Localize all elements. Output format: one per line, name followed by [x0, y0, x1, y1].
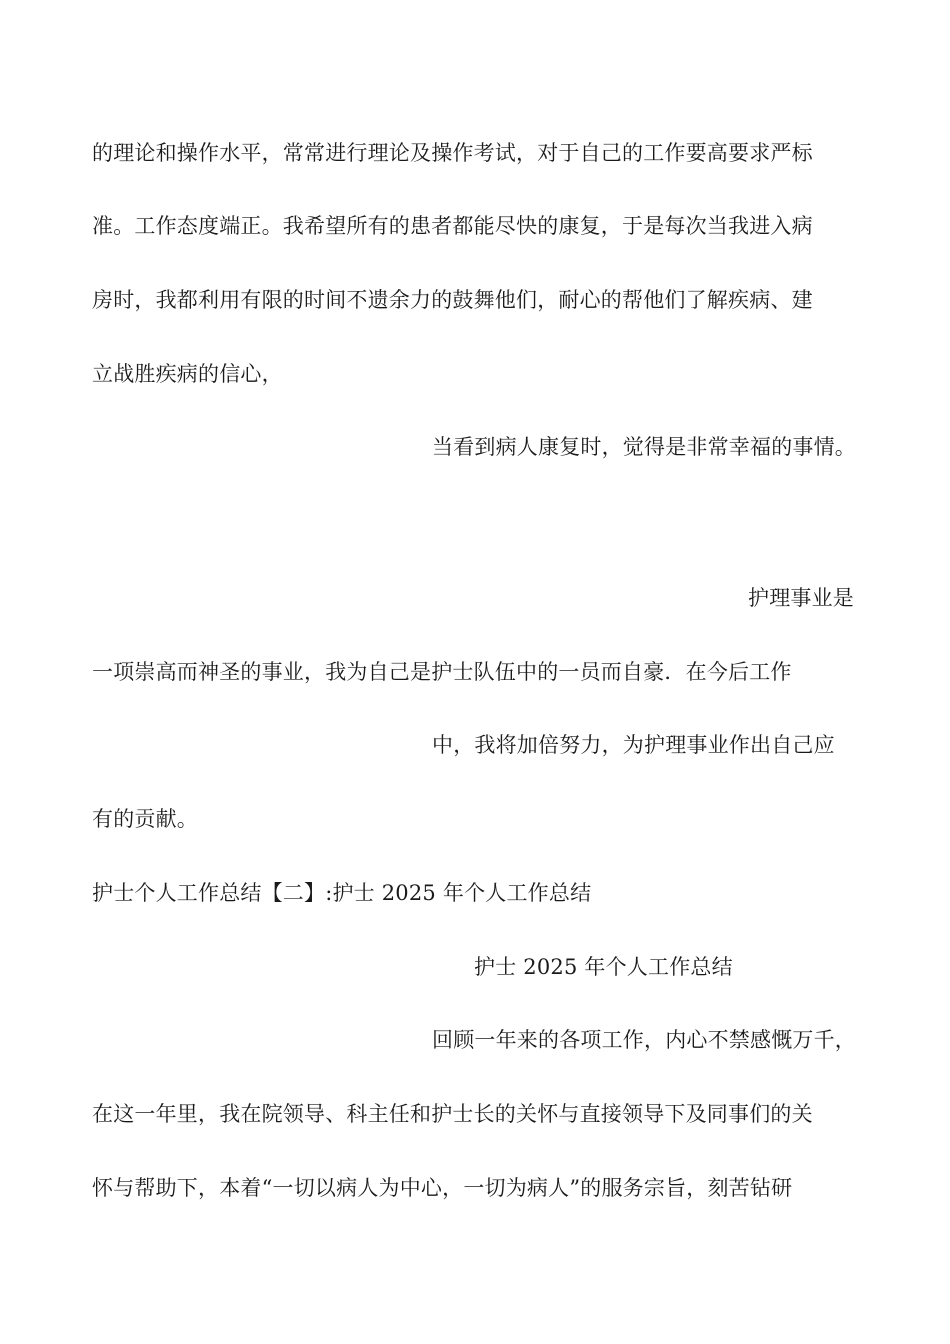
paragraph-line: 在这一年里，我在院领导、科主任和护士长的关怀与直接领导下及同事们的关: [92, 1102, 813, 1126]
paragraph-line: 房时，我都利用有限的时间不遗余力的鼓舞他们，耐心的帮他们了解疾病、建: [92, 288, 813, 312]
paragraph-line: 有的贡献。: [92, 807, 198, 831]
paragraph-line: 怀与帮助下，本着“一切以病人为中心，一切为病人”的服务宗旨，刻苦钻研: [92, 1176, 793, 1200]
paragraph-line: 当看到病人康复时，觉得是非常幸福的事情。: [432, 435, 856, 459]
paragraph-line: 护理事业是: [748, 586, 854, 610]
section-heading: 护士个人工作总结【二】:护士 2025 年个人工作总结: [92, 881, 592, 905]
paragraph-line: 一项崇高而神圣的事业，我为自己是护士队伍中的一员而自豪．在今后工作: [92, 660, 792, 684]
document-title: 护士 2025 年个人工作总结: [474, 955, 733, 979]
paragraph-line: 立战胜疾病的信心，: [92, 362, 283, 386]
paragraph-line: 中，我将加倍努力，为护理事业作出自己应: [432, 733, 835, 757]
paragraph-line: 回顾一年来的各项工作，内心不禁感慨万千，: [432, 1028, 856, 1052]
paragraph-line: 的理论和操作水平，常常进行理论及操作考试，对于自己的工作要高要求严标: [92, 141, 813, 165]
paragraph-line: 准。工作态度端正。我希望所有的患者都能尽快的康复，于是每次当我进入病: [92, 214, 813, 238]
